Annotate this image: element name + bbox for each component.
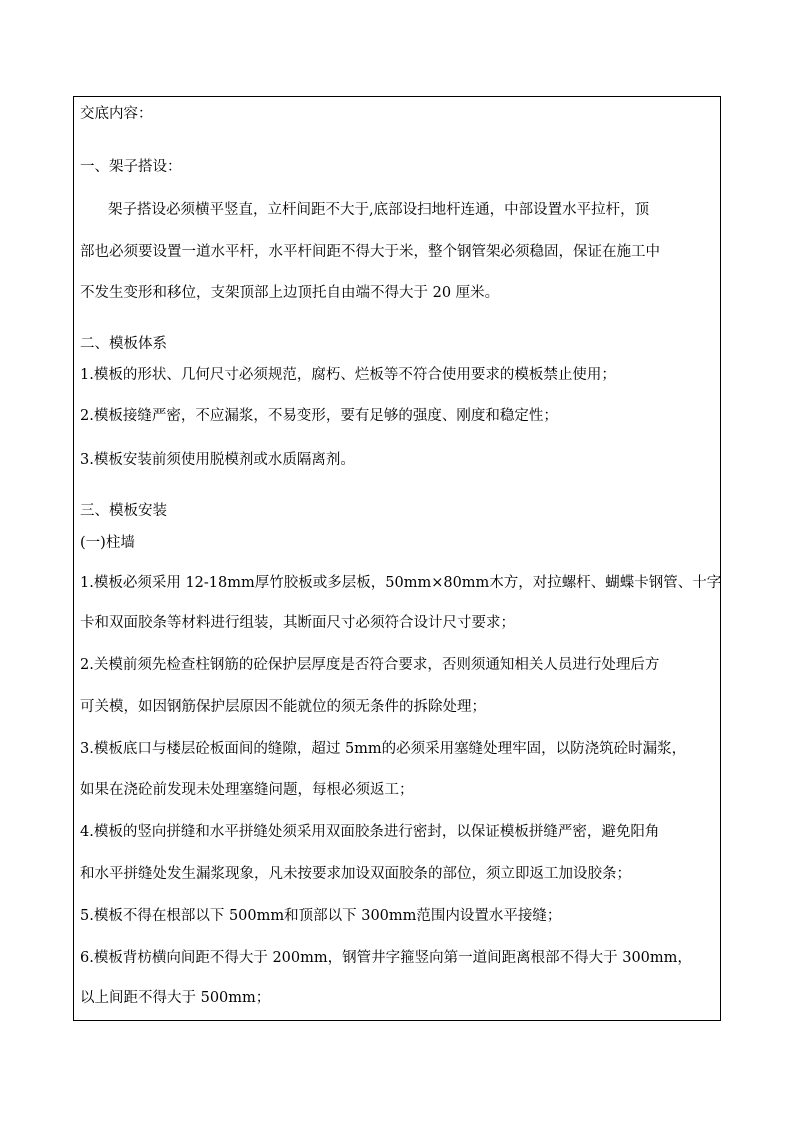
install-item-line: 3.模板底口与楼层砼板面间的缝隙，超过 5mm的必须采用塞缝处理牢固，以防浇筑砼时漏浆，: [80, 741, 687, 757]
section-heading-scaffold: 一、架子搭设：: [80, 159, 182, 175]
scaffold-paragraph-line: 不发生变形和移位，支架顶部上边顶托自由端不得大于 20 厘米。: [80, 285, 500, 301]
intro-label: 交底内容：: [80, 106, 153, 122]
install-item-line: 卡和双面胶条等材料进行组装，其断面尺寸必须符合设计尺寸要求；: [80, 615, 515, 631]
section-heading-formwork-install: 三、模板安装: [80, 503, 167, 519]
install-item-line: 可关模，如因钢筋保护层原因不能就位的须无条件的拆除处理；: [80, 699, 486, 715]
formwork-system-item: 3.模板安装前须使用脱模剂或水质隔离剂。: [80, 452, 355, 468]
install-item-line: 和水平拼缝处发生漏浆现象，凡未按要求加设双面胶条的部位，须立即返工加设胶条；: [80, 866, 631, 882]
install-item-line: 2.关模前须先检查柱钢筋的砼保护层厚度是否符合要求，否则须通知相关人员进行处理后方: [80, 657, 660, 673]
install-item-line: 如果在浇砼前发现未处理塞缝问题，每根必须返工；: [80, 782, 414, 798]
scaffold-paragraph-line: 部也必须要设置一道水平杆，水平杆间距不得大于米，整个钢管架必须稳固，保证在施工中: [80, 244, 660, 260]
subsection-heading-columns-walls: (一)柱墙: [80, 535, 135, 551]
install-item-line: 以上间距不得大于 500mm；: [80, 990, 271, 1006]
formwork-system-item: 1.模板的形状、几何尺寸必须规范，腐朽、烂板等不符合使用要求的模板禁止使用；: [80, 367, 616, 383]
install-item-line: 6.模板背枋横向间距不得大于 200mm，钢管井字箍竖向第一道间距离根部不得大于 300mm，: [80, 950, 692, 966]
install-item-line: 5.模板不得在根部以下 500mm和顶部以下 300mm范围内设置水平接缝；: [80, 908, 562, 924]
section-heading-formwork-system: 二、模板体系: [80, 336, 167, 352]
formwork-system-item: 2.模板接缝严密，不应漏浆，不易变形，要有足够的强度、刚度和稳定性；: [80, 408, 558, 424]
scaffold-paragraph-line: 架子搭设必须横平竖直，立杆间距不大于,底部设扫地杆连通，中部设置水平拉杆，顶: [108, 202, 650, 218]
install-item-line: 1.模板必须采用 12-18mm厚竹胶板或多层板，50mm×80mm木方，对拉螺杆、蝴蝶卡钢管、十字: [80, 575, 722, 591]
install-item-line: 4.模板的竖向拼缝和水平拼缝处须采用双面胶条进行密封，以保证模板拼缝严密，避免阳角: [80, 824, 660, 840]
